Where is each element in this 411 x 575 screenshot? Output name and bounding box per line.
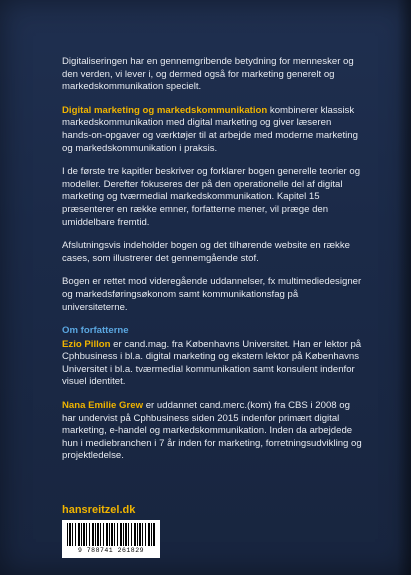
author-bio: er cand.mag. fra Københavns Universitet. Han er lektor på Cphbusiness i bl.a. digital marketing og ekstern lektor på Københavns Universitet i bl.a. tværmedial kommunikation samt konsulent indenfor visuel identitet.	[62, 338, 362, 388]
author-bio: er uddannet cand.merc.(kom) fra CBS i 2008 og har undervist på Cphbusiness siden 2015 indenfor primært digital marketing, e-handel og markedskommunikation. Inden da arbejdede hun i mediebranchen i 7 år inden for marketing, forretningsudvikling og projektledelse.	[62, 400, 362, 462]
chapters-paragraph: I de første tre kapitler beskriver og forklarer bogen generelle teorier og modeller. Derefter fokuseres der på den operationelle del af digital marketing og tværmedial markedskommunikation. Kapitel 15 præsenterer en række emner, forfatterne mener, vil præge den umiddelbare fremtid.	[62, 166, 361, 228]
intro-paragraph: Digitaliseringen har en gennemgribende betydning for mennesker og den verden, vi lever i, og dermed også for marketing generelt og markedskommunikation specielt.	[62, 56, 354, 93]
book-title: Digital marketing og markedskommunikation	[62, 104, 268, 116]
cases-paragraph: Afslutningsvis indeholder bogen og det tilhørende website en række cases, som illustrerer det gennemgående stof.	[62, 240, 350, 264]
description-text: kombinerer klassisk markedskommunikation med digital marketing og giver læseren hands-on-opgaver og værktøjer til at arbejde med moderne marketing og markedskommunikation i praksis.	[62, 104, 358, 154]
audience-paragraph: Bogen er rettet mod videregående uddannelser, fx multimediedesigner og markedsføringsøkonom samt kommunikationsfag på universiteterne.	[62, 276, 362, 313]
cover-edge-shadow	[397, 0, 411, 575]
description-paragraph	[62, 105, 362, 155]
publisher-logo: hansreitzel.dk	[62, 504, 136, 516]
isbn-barcode	[62, 520, 160, 558]
author-ezio	[62, 325, 362, 389]
blurb-text	[62, 56, 362, 474]
author-name: Nana Emilie Grew	[62, 400, 144, 412]
barcode-bars	[67, 523, 155, 546]
barcode-number: 9 788741 261829	[77, 547, 144, 554]
authors-heading: Om forfatterne	[62, 325, 129, 337]
author-nana	[62, 400, 362, 463]
author-name: Ezio Pillon	[62, 338, 111, 350]
